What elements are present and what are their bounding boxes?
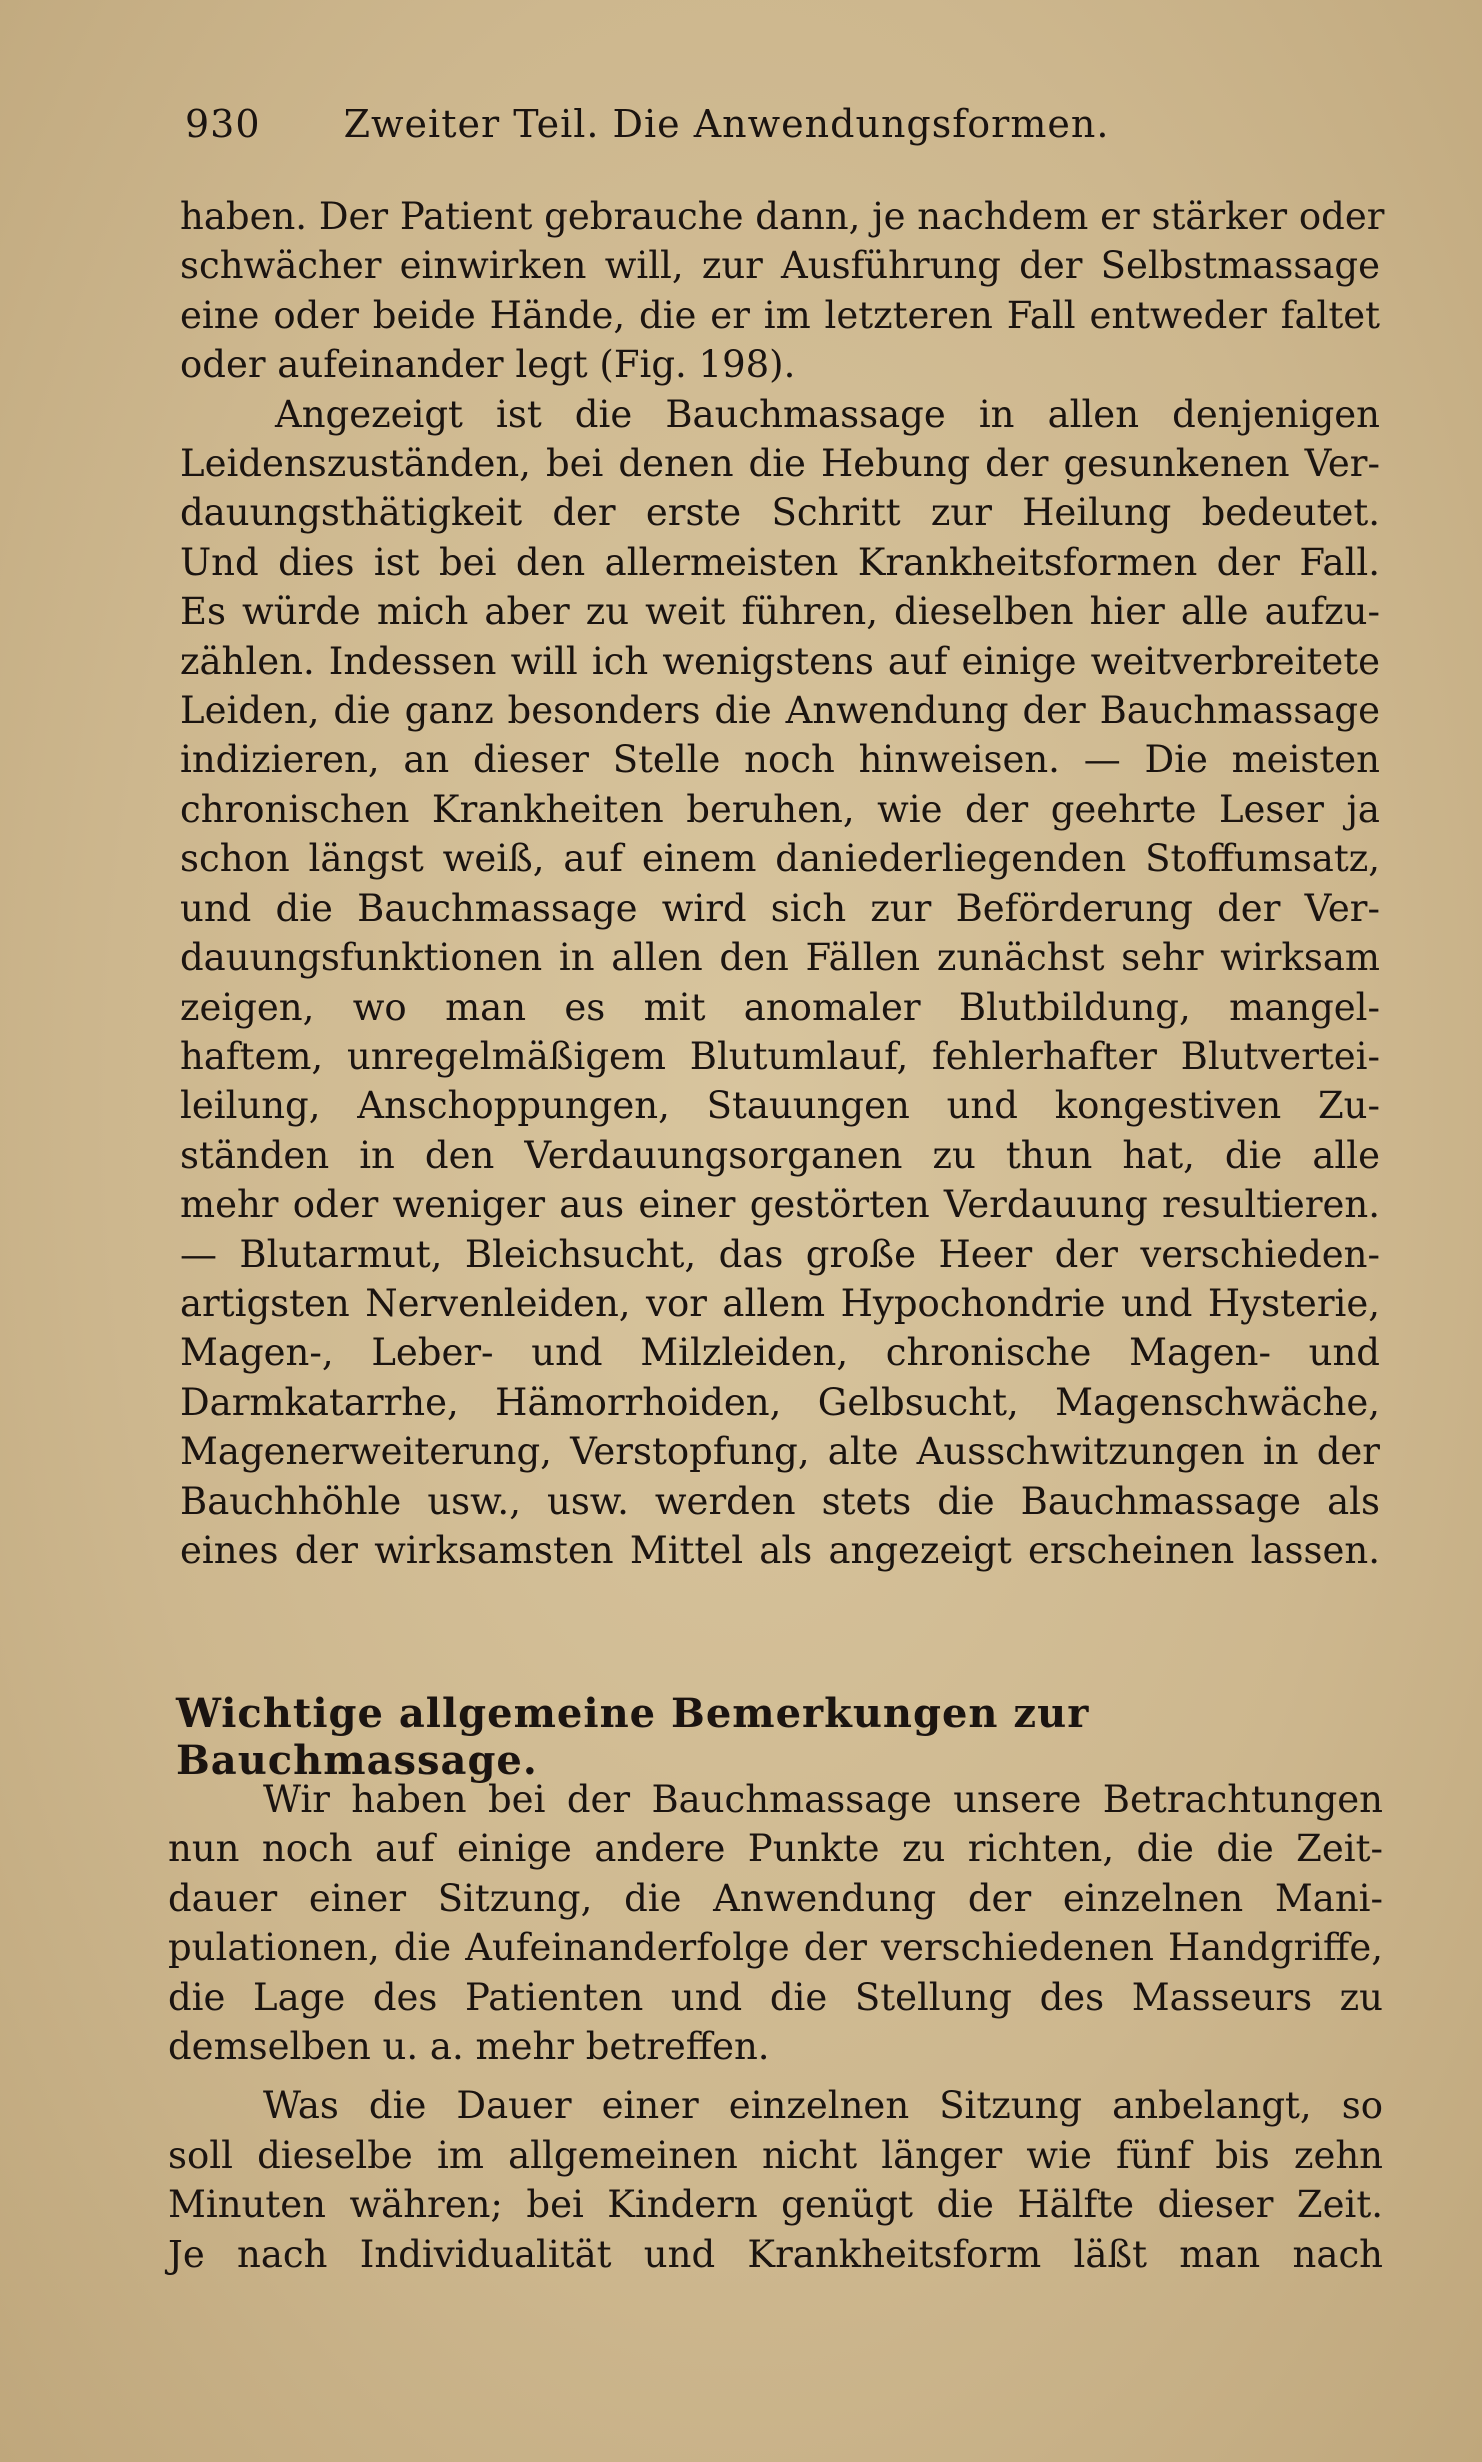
text-line: soll dieselbe im allgemeinen nicht länger wie fünf bis zehn	[168, 2133, 1383, 2177]
page-number: 930	[185, 102, 261, 146]
text-line: die Lage des Patienten und die Stellung des Masseurs zu	[168, 1975, 1383, 2019]
text-line: Bauchhöhle usw., usw. werden stets die Bauchmassage als	[180, 1479, 1380, 1523]
paragraph-2	[180, 390, 1380, 1576]
text-line: Leidenszuständen, bei denen die Hebung der gesunkenen Ver-	[180, 442, 1380, 486]
text-line: demselben u. a. mehr betreffen.	[168, 2025, 770, 2069]
text-line: dauungsthätigkeit der erste Schritt zur Heilung bedeutet.	[180, 491, 1380, 535]
running-title: Zweiter Teil. Die Anwendungsformen.	[343, 102, 1110, 146]
text-line: nun noch auf einige andere Punkte zu richten, die die Zeit-	[168, 1827, 1383, 1871]
text-line: mehr oder weniger aus einer gestörten Verdauung resultieren.	[180, 1183, 1380, 1227]
text-line: Leiden, die ganz besonders die Anwendung der Bauchmassage	[180, 689, 1380, 733]
text-line: ständen in den Verdauungsorganen zu thun hat, die alle	[180, 1133, 1380, 1177]
text-line: Minuten währen; bei Kindern genügt die Hälfte dieser Zeit.	[168, 2183, 1383, 2227]
text-line: dauer einer Sitzung, die Anwendung der einzelnen Mani-	[168, 1876, 1383, 1920]
section-heading: Wichtige allgemeine Bemerkungen zur Bauchmassage.	[176, 1690, 1090, 1784]
text-line: haftem, unregelmäßigem Blutumlauf, fehlerhafter Blutvertei-	[180, 1034, 1380, 1078]
text-line: Magenerweiterung, Verstopfung, alte Ausschwitzungen in der	[180, 1430, 1380, 1474]
text-line: haben. Der Patient gebrauche dann, je nachdem er stärker oder	[180, 195, 1385, 238]
body-text-lower	[168, 1775, 1383, 2279]
text-line: indizieren, an dieser Stelle noch hinweisen. — Die meisten	[180, 738, 1380, 782]
text-line: zeigen, wo man es mit anomaler Blutbildung, mangel-	[180, 985, 1380, 1029]
text-line: dauungsfunktionen in allen den Fällen zunächst sehr wirksam	[180, 936, 1380, 980]
text-line: Angezeigt ist die Bauchmassage in allen denjenigen	[275, 392, 1380, 436]
text-line: schwächer einwirken will, zur Ausführung der Selbstmassage	[180, 244, 1380, 288]
text-line: Und dies ist bei den allermeisten Krankheitsformen der Fall.	[180, 540, 1380, 584]
text-line: leilung, Anschoppungen, Stauungen und kongestiven Zu-	[180, 1084, 1380, 1128]
text-line: Es würde mich aber zu weit führen, dieselben hier alle aufzu-	[180, 590, 1380, 634]
text-line: oder aufeinander legt (Fig. 198).	[180, 343, 796, 387]
text-line: Je nach Individualität und Krankheitsform läßt man nach	[168, 2232, 1383, 2276]
running-header	[185, 102, 1365, 146]
text-line: Wir haben bei der Bauchmassage unsere Betrachtungen	[263, 1778, 1383, 1821]
text-line: eine oder beide Hände, die er im letzteren Fall entweder faltet	[180, 293, 1380, 337]
paragraph-1	[180, 192, 1385, 390]
text-line: und die Bauchmassage wird sich zur Beförderung der Ver-	[180, 886, 1380, 930]
paragraph-4	[168, 2081, 1383, 2279]
text-line: Was die Dauer einer einzelnen Sitzung anbelangt, so	[263, 2084, 1383, 2128]
text-line: Darmkatarrhe, Hämorrhoiden, Gelbsucht, Magenschwäche,	[180, 1380, 1380, 1424]
text-line: artigsten Nervenleiden, vor allem Hypochondrie und Hysterie,	[180, 1281, 1380, 1325]
text-line: chronischen Krankheiten beruhen, wie der geehrte Leser ja	[180, 787, 1380, 831]
text-line: pulationen, die Aufeinanderfolge der verschiedenen Handgriffe,	[168, 1926, 1383, 1970]
text-line: eines der wirksamsten Mittel als angezeigt erscheinen lassen.	[180, 1528, 1380, 1572]
text-line: zählen. Indessen will ich wenigstens auf einige weitverbreitete	[180, 639, 1380, 683]
text-line: — Blutarmut, Bleichsucht, das große Heer der verschieden-	[180, 1232, 1380, 1276]
paragraph-3	[168, 1775, 1383, 2071]
body-text-upper	[180, 192, 1385, 1575]
text-line: schon längst weiß, auf einem daniederliegenden Stoffumsatz,	[180, 837, 1380, 881]
text-line: Magen-, Leber- und Milzleiden, chronische Magen- und	[180, 1331, 1380, 1375]
